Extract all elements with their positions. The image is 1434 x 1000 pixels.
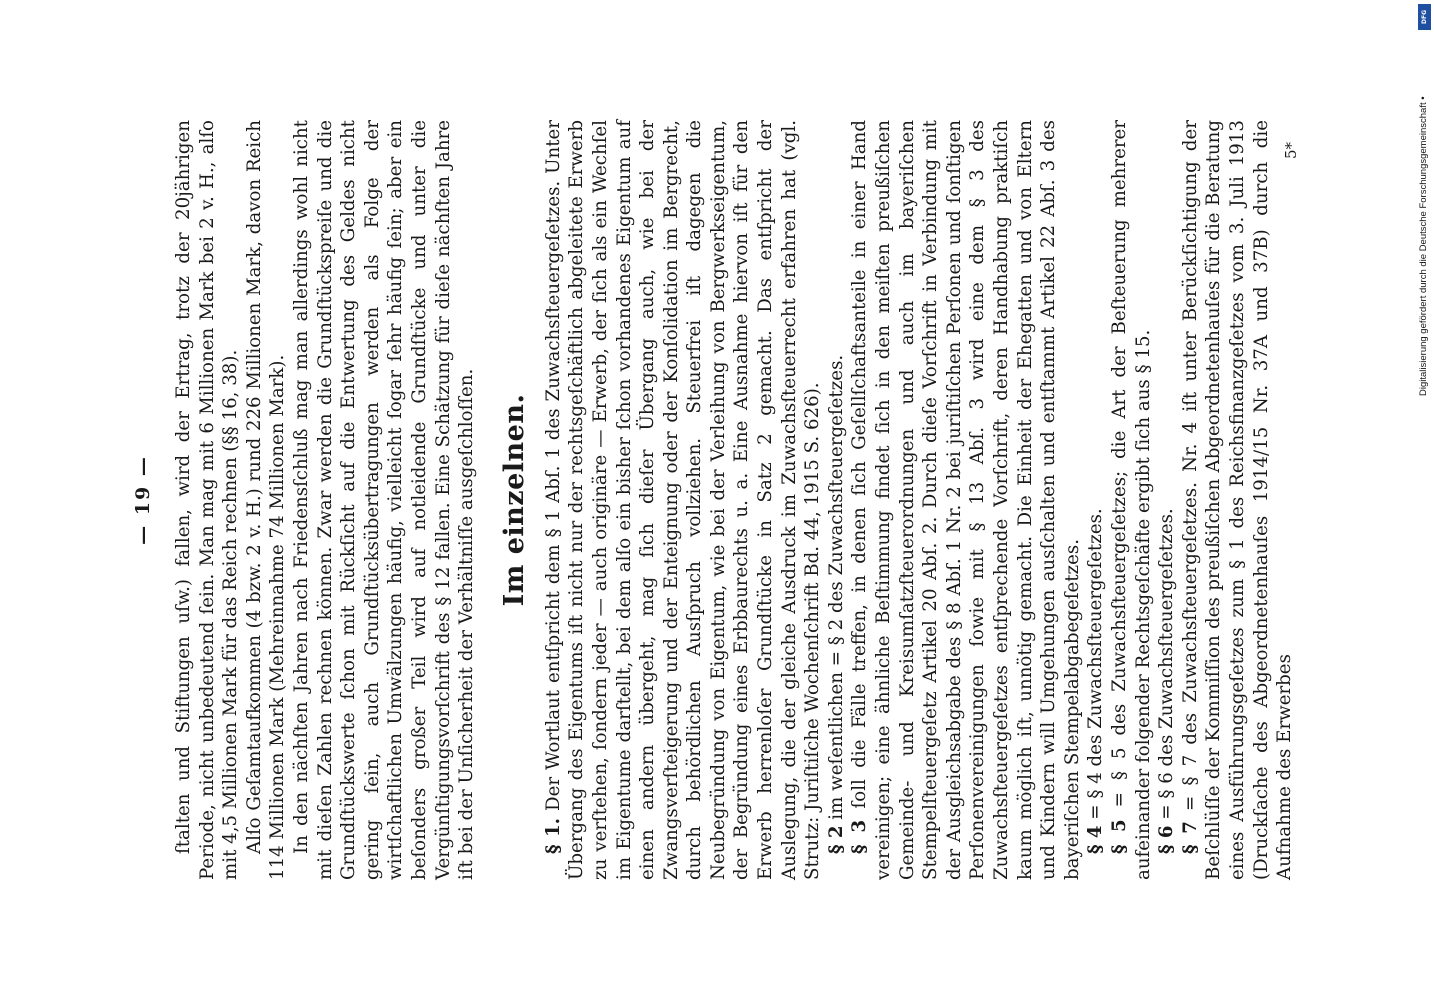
section-7-text: = § 7 des Zuwachsſteuergeſetzes. Nr. 4 iſt unter Berückſichtigung der Beſchlüſſe der Kommiſſion des preußiſchen Abgeordnetenhauſes für die Beratung eines Ausführungsgeſetzes zum § 1 des Reichsfinanzgeſetzes vom 3. Juli 1913 (Druckſache des Abgeordnetenhauſes 1914/15 Nr. 37A und 37B) durch die Aufnahme des Erwerbes: [1179, 120, 1296, 880]
section-2-text: im weſentlichen = § 2 des Zuwachsſteuergeſetzes.: [825, 354, 847, 820]
section-6-label: § 6: [1156, 825, 1178, 854]
section-2: [825, 120, 849, 880]
document-page: [132, 120, 1300, 880]
credit-text: Digitalisierung gefördert durch die Deutsche Forschungsgemeinschaft •: [1418, 96, 1429, 396]
section-5: [1108, 120, 1155, 880]
section-6-text: = § 6 des Zuwachsſteuergeſetzes.: [1156, 508, 1178, 820]
signature-mark: 5*: [1282, 142, 1300, 160]
section-3: [848, 120, 1084, 880]
section-6: [1155, 120, 1179, 880]
section-4-text: = § 4 des Zuwachsſteuergeſetzes.: [1085, 508, 1107, 820]
section-2-label: § 2: [825, 825, 847, 854]
section-7: [1179, 120, 1297, 880]
section-7-label: § 7: [1179, 821, 1201, 854]
paragraph-3-text: In den nächſten Jahren nach Friedensſchluß mag man allerdings wohl nicht mit dieſen Zahlen rechnen können. Zwar werden die Grundſtückspreiſe und die Grundſtückswerte ſchon mit Rückſicht auf die Entwertung des Geldes nicht gering ſein, auch Grundſtücksübertragungen werden als Folge der wirtſchaftlichen Umwälzungen häufig, vielleicht ſogar ſehr häufig ſein; aber ein beſonders großer Teil wird auf notleidende Grundſtücke und unter die Vergünſtigungsvorſchrift des § 12 fallen. Eine Schätzung für dieſe nächſten Jahre iſt bei der Unſicherheit der Verhältniſſe ausgeſchloſſen.: [290, 120, 478, 880]
section-3-label: § 3: [849, 819, 871, 854]
section-1-label: § 1.: [542, 817, 564, 854]
section-5-label: § 5: [1108, 819, 1130, 854]
digitization-credit: [1418, 4, 1432, 396]
page-number: — 19 —: [132, 455, 154, 545]
dfg-logo: DFG: [1418, 4, 1431, 30]
section-4-label: § 4: [1085, 825, 1107, 854]
section-3-text: ſoll die Fälle treffen, in denen ſich Geſellſchaftsanteile in einer Hand vereinigen; eine ähnliche Beſtimmung findet ſich in den meiſten preußiſchen Gemeinde- und Kreisumſatzſteuerordnungen und auch im bayeriſchen Stempelſteuergeſetz Artikel 20 Abſ. 2. Durch dieſe Vorſchrift in Verbindung mit der Ausgleichsabgabe des § 8 Abſ. 1 Nr. 2 bei juriſtiſchen Perſonen und ſonſtigen Perſonenvereinigungen ſowie mit § 13 Abſ. 3 wird eine dem § 3 des Zuwachsſteuergeſetzes entſprechende Vorſchrift, deren Handhabung praktiſch kaum möglich iſt, unnötig gemacht. Die Einheit der Ehegatten und von Eltern und Kindern will Umgehungen ausſchalten und entſtammt Artikel 22 Abſ. 3 des bayeriſchen Stempelabgabegeſetzes.: [849, 120, 1083, 880]
section-1-text: Der Wortlaut entſpricht dem § 1 Abſ. 1 des Zuwachsſteuergeſetzes. Unter Übergang des Eigentums iſt nicht nur der rechtsgeſchäftlich abgeleitete Erwerb zu verſtehen, ſondern jeder — auch originäre — Erwerb, der ſich als ein Wechſel im Eigentume darſtellt, bei dem alſo ein bisher ſchon vorhandenes Eigentum auf einen andern übergeht, mag ſich dieſer Übergang auch, wie bei der Zwangsverſteigerung und der Enteignung oder der Konſolidation im Bergrecht, durch behördlichen Ausſpruch vollziehen. Steuerfrei iſt dagegen die Neubegründung von Eigentum, wie bei der Verleihung von Bergwerkseigentum, der Begründung eines Erbbaurechts u. a. Eine Ausnahme hiervon iſt für den Erwerb herrenloſer Grundſtücke in Satz 2 gemacht. Das entſpricht der Auslegung, die der gleiche Ausdruck im Zuwachsſteuerrecht erfahren hat (vgl. Strutz: Juriſtiſche Wochenſchrift Bd. 44, 1915 S. 626).: [542, 120, 824, 880]
section-title: Im einzelnen.: [498, 393, 530, 607]
paragraph-1: [172, 120, 243, 880]
paragraph-1-text: ſtalten und Stiftungen uſw.) fallen, wird der Ertrag, trotz der 20jährigen Periode, nicht unbedeutend ſein. Man mag mit 6 Millionen Mark bei 2 v. H., alſo mit 4,5 Millionen Mark für das Reich rechnen (§§ 16, 38).: [173, 120, 242, 880]
paragraph-3: [290, 120, 479, 880]
section-1: [542, 120, 825, 880]
section-4: [1084, 120, 1108, 880]
paragraph-2: [243, 120, 290, 880]
section-5-text: = § 5 des Zuwachsſteuergeſetzes; die Art der Beſteuerung mehrerer aufeinander folgender Rechtsgeſchäfte ergibt ſich aus § 15.: [1108, 120, 1154, 880]
paragraph-2-text: Alſo Geſamtaufkommen (4 bzw. 2 v. H.) rund 226 Millionen Mark, davon Reich 114 Millionen Mark (Mehreinnahme 74 Millionen Mark).: [243, 120, 289, 880]
